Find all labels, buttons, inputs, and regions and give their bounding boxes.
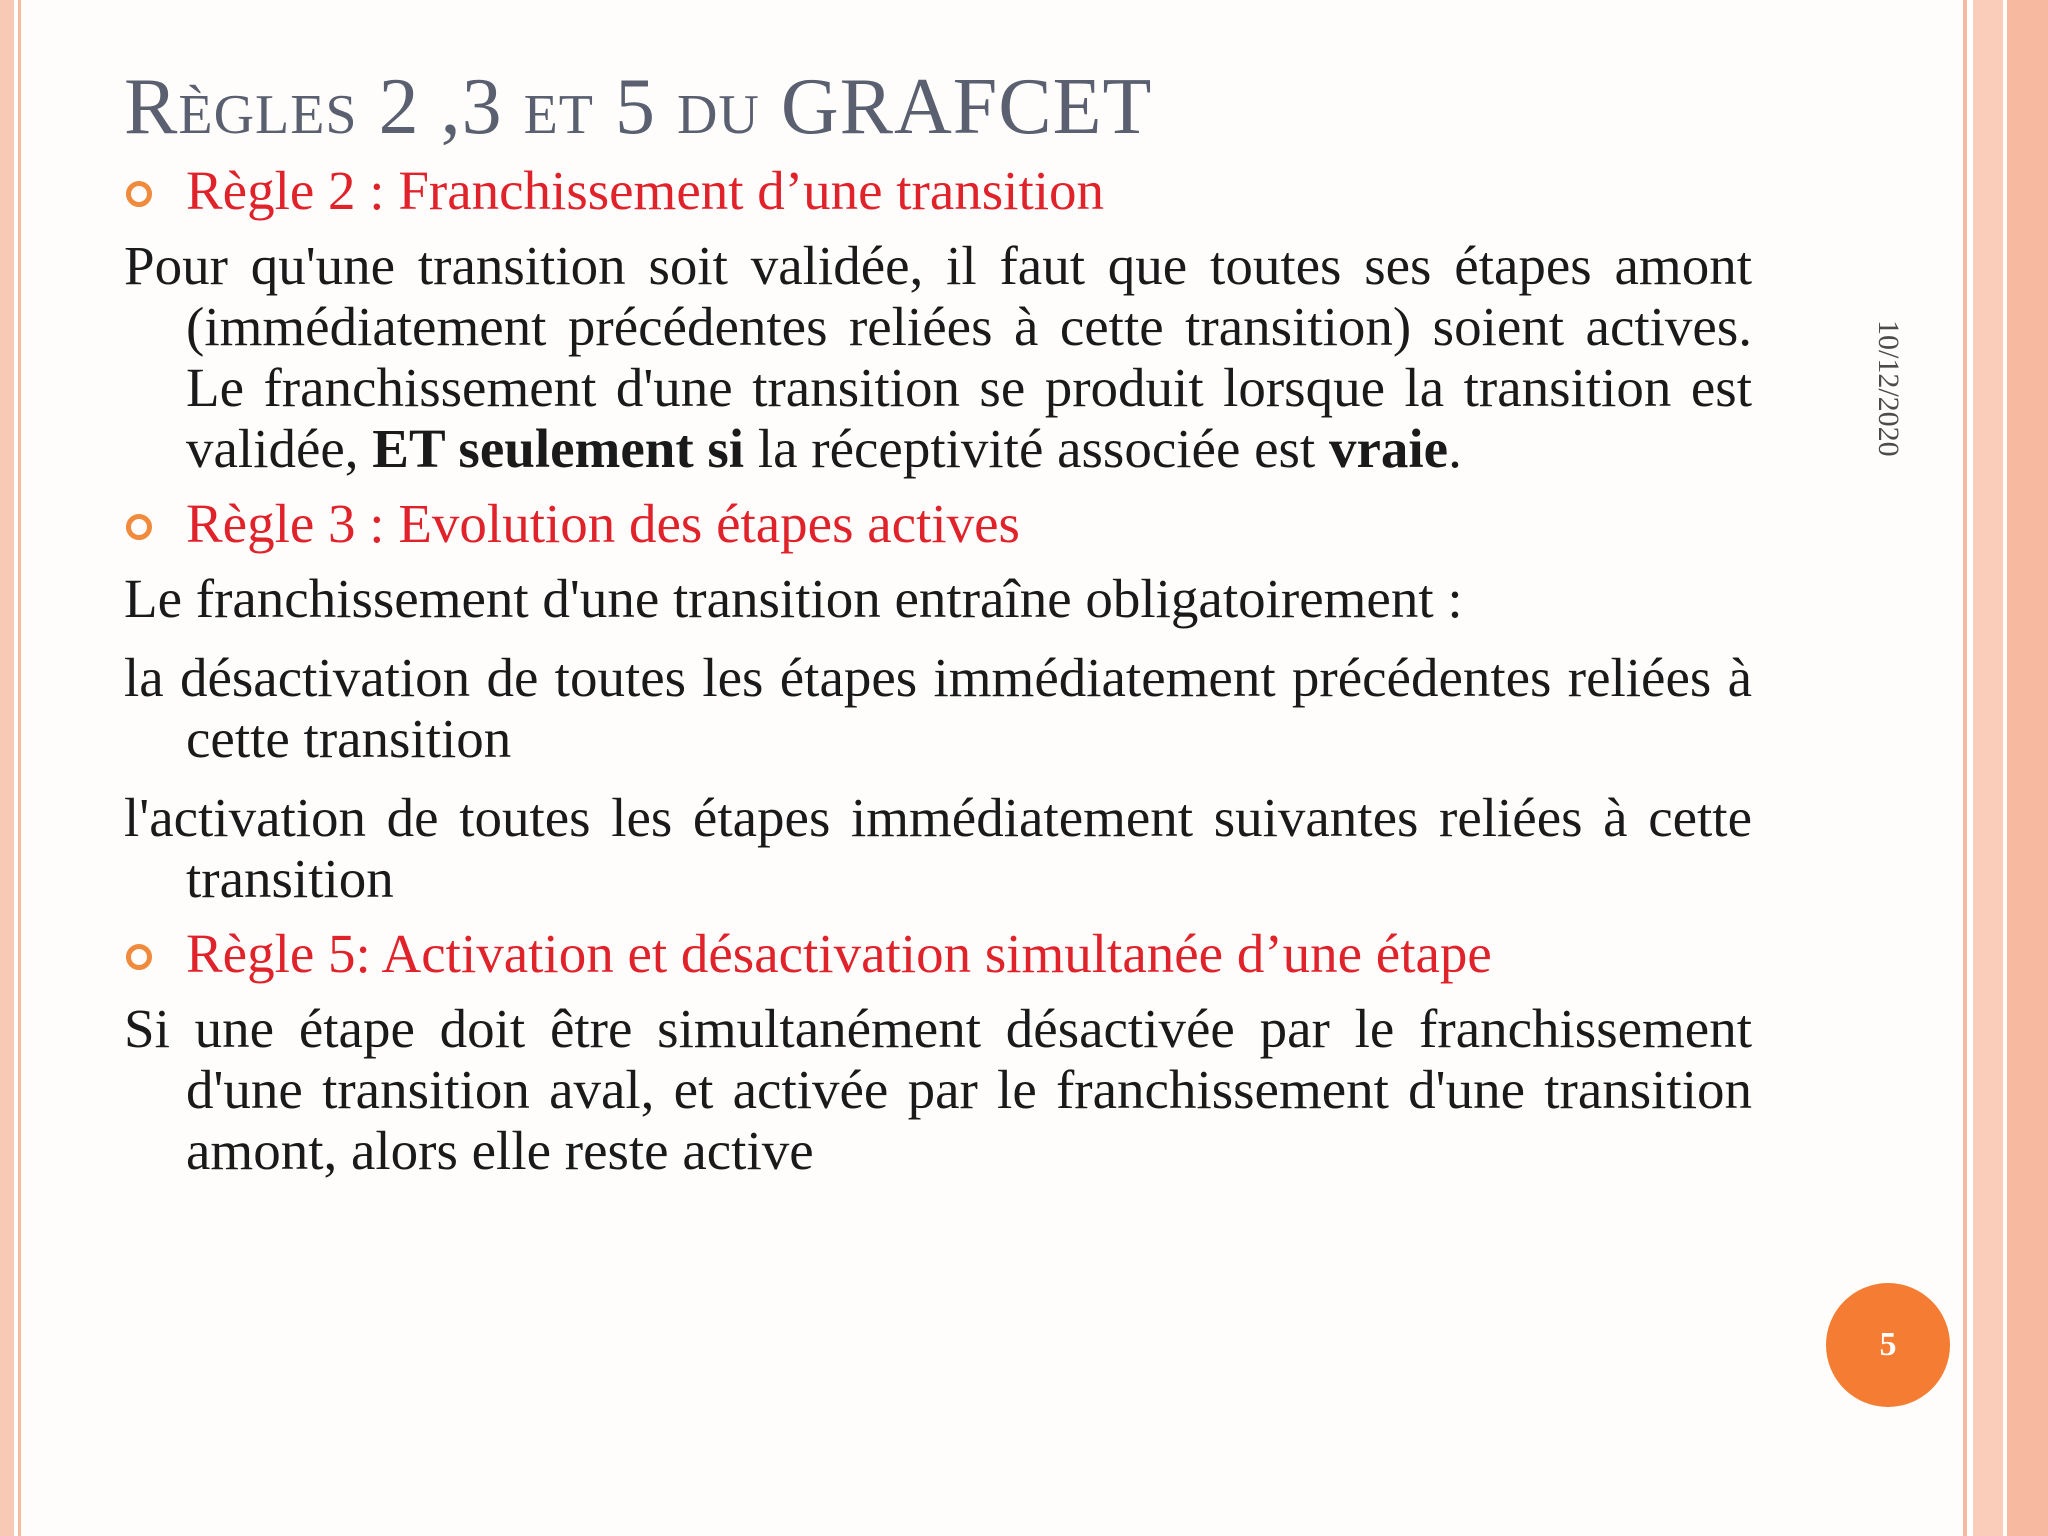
rule3-intro: Le franchissement d'une transition entraîne obligatoirement :: [124, 568, 1463, 629]
bullet-circle-icon: [126, 181, 152, 207]
rule2-body-mid: la réceptivité associée est: [744, 418, 1329, 479]
rule3-heading: [124, 493, 1752, 554]
rule2-heading-text: Règle 2 : Franchissement d’une transition: [186, 160, 1105, 221]
rule3-item-activation: l'activation de toutes les étapes immédiatement suivantes reliées à cette transition: [124, 787, 1752, 909]
rule2-body-intro: Pour qu'une transition soit validée, il faut que toutes ses étapes amont (immédiatement précédentes reliées à cette transition) soient actives. Le franchissement d'une transition se produit lorsque la transition est validée,: [124, 235, 1752, 479]
rule2-bold-true: vraie: [1328, 418, 1449, 479]
rule3-heading-text: Règle 3 : Evolution des étapes actives: [186, 493, 1020, 554]
page-number: 5: [1879, 1326, 1897, 1363]
rule5-paragraph: Si une étape doit être simultanément désactivée par le franchissement d'une transition aval, et activée par le franchissement d'une transition amont, alors elle reste active: [124, 998, 1752, 1181]
bullet-circle-icon: [126, 944, 152, 970]
rule2-heading: [124, 160, 1752, 221]
slide-date: 10/12/2020: [1872, 320, 1905, 457]
bullet-circle-icon: [126, 514, 152, 540]
rule5-heading-text: Règle 5: Activation et désactivation simultanée d’une étape: [186, 923, 1492, 984]
rule2-paragraph: [124, 235, 1752, 479]
slide-title: Règles 2 ,3 et 5 du GRAFCET: [124, 63, 1153, 151]
right-border-stripe: [1973, 0, 2003, 1536]
rule5-heading: [124, 923, 1752, 984]
right-border-stripe: [2007, 0, 2048, 1536]
rule2-bold-condition: ET seulement si: [372, 418, 745, 479]
rule3-item-deactivation: la désactivation de toutes les étapes immédiatement précédentes reliées à cette transition: [124, 647, 1752, 769]
page-number-badge: [1826, 1283, 1950, 1407]
left-border-line: [18, 0, 21, 1536]
left-border-decoration: [0, 0, 14, 1536]
slide-content: [124, 160, 1752, 1199]
rule2-body-end: .: [1448, 418, 1462, 479]
